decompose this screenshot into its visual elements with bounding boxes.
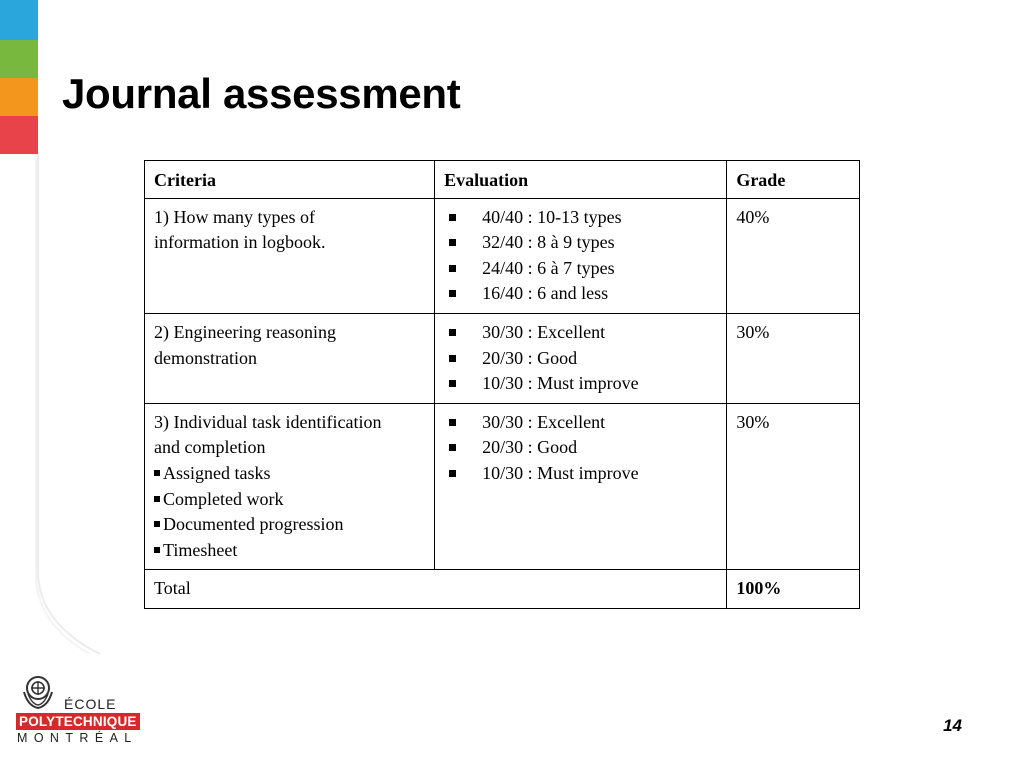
accent-bar-green — [0, 40, 38, 78]
decorative-curve — [0, 154, 110, 654]
criteria-line: 1) How many types of — [154, 206, 315, 227]
evaluation-cell — [435, 198, 727, 313]
evaluation-cell — [435, 313, 727, 403]
accent-bar-orange — [0, 78, 38, 116]
school-logo — [16, 672, 146, 747]
accent-bar-blue — [0, 0, 38, 40]
total-value: 100% — [727, 570, 860, 609]
criteria-subitem: Timesheet — [154, 538, 425, 564]
criteria-line: 3) Individual task identification — [154, 411, 382, 432]
total-label: Total — [145, 570, 727, 609]
header-evaluation: Evaluation — [435, 161, 727, 199]
logo-ecole-text: ÉCOLE — [64, 696, 117, 712]
grade-cell: 30% — [727, 403, 860, 570]
criteria-line: demonstration — [154, 347, 257, 368]
evaluation-item: 24/40 : 6 à 7 types — [444, 256, 717, 282]
table-row — [145, 313, 860, 403]
criteria-line: and completion — [154, 437, 266, 458]
criteria-line: information in logbook. — [154, 232, 326, 253]
table-row — [145, 403, 860, 570]
evaluation-cell — [435, 403, 727, 570]
table-header-row — [145, 161, 860, 199]
table-row — [145, 198, 860, 313]
criteria-subitem: Documented progression — [154, 512, 425, 538]
evaluation-item: 30/30 : Excellent — [444, 410, 717, 436]
evaluation-item: 10/30 : Must improve — [444, 461, 717, 487]
evaluation-item: 40/40 : 10-13 types — [444, 205, 717, 231]
criteria-subitem: Completed work — [154, 487, 425, 513]
seal-icon — [18, 672, 58, 712]
evaluation-item: 16/40 : 6 and less — [444, 281, 717, 307]
evaluation-item: 20/30 : Good — [444, 435, 717, 461]
grade-cell: 30% — [727, 313, 860, 403]
page-title: Journal assessment — [62, 70, 461, 117]
evaluation-list — [444, 410, 717, 487]
criteria-subitem: Assigned tasks — [154, 461, 425, 487]
accent-bar-red — [0, 116, 38, 154]
header-grade: Grade — [727, 161, 860, 199]
logo-montreal-text: MONTRÉAL — [17, 731, 138, 745]
criteria-cell — [145, 313, 435, 403]
criteria-cell — [145, 198, 435, 313]
total-row — [145, 570, 860, 609]
evaluation-list — [444, 320, 717, 397]
evaluation-item: 32/40 : 8 à 9 types — [444, 230, 717, 256]
criteria-line: 2) Engineering reasoning — [154, 321, 336, 342]
grade-cell: 40% — [727, 198, 860, 313]
evaluation-list — [444, 205, 717, 307]
logo-polytechnique-text: POLYTECHNIQUE — [16, 713, 140, 730]
assessment-table — [144, 160, 860, 609]
criteria-subitem-list — [154, 461, 425, 563]
header-criteria: Criteria — [145, 161, 435, 199]
page-number: 14 — [943, 716, 962, 735]
criteria-cell — [145, 403, 435, 570]
evaluation-item: 30/30 : Excellent — [444, 320, 717, 346]
evaluation-item: 10/30 : Must improve — [444, 371, 717, 397]
evaluation-item: 20/30 : Good — [444, 346, 717, 372]
